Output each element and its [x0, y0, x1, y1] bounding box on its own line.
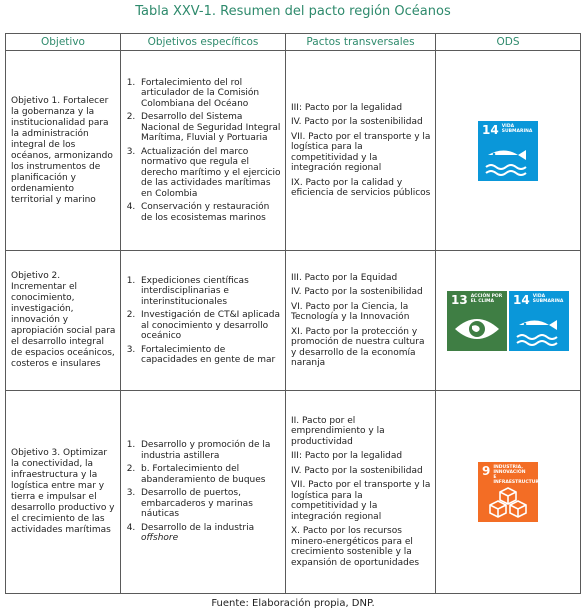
item-text: Conservación y restauración de los ecosistemas marinos: [141, 202, 270, 223]
list-item: [121, 440, 283, 461]
ods-13-tile: [447, 291, 507, 351]
pacto-item: X. Pacto por los recursos minero-energéticos para el crecimiento sostenible y la expansión de oportunidades: [291, 526, 420, 568]
table-row: [6, 251, 581, 391]
table-title: Tabla XXV-1. Resumen del pacto región Océanos: [135, 4, 451, 19]
ods-cell: [436, 391, 581, 594]
item-text: Desarrollo y promoción de la industria astillera: [141, 440, 271, 461]
especificos-list: [121, 78, 283, 224]
eye-globe-icon: [453, 315, 501, 347]
header-ods: ODS: [436, 34, 581, 51]
item-text: [141, 523, 283, 544]
header-objetivo: Objetivo: [6, 34, 121, 51]
pacto-item: III: Pacto por la legalidad: [291, 451, 403, 462]
ods-14-tile: [509, 291, 569, 351]
item-number: 4.: [126, 522, 136, 533]
list-item: [121, 202, 283, 223]
especificos-list: [121, 440, 283, 544]
pacto-item: IV. Pacto por la sostenibilidad: [291, 117, 423, 127]
item-text: Actualización del marco normativo que regula el derecho marítimo y el ejercicio de las actividades marítimas en Colombia: [141, 146, 281, 199]
ods-label: VIDA SUBMARINA: [501, 123, 533, 134]
list-item: [121, 523, 283, 544]
especificos-cell: [121, 251, 286, 391]
list-item: [121, 147, 283, 200]
item-text: b. Fortalecimiento del abanderamiento de buques: [141, 464, 266, 485]
fish-icon: [484, 145, 532, 177]
transversales-cell: [286, 391, 436, 594]
item-number: 1.: [126, 275, 136, 286]
table-row: [6, 391, 581, 594]
ods-label: VIDA SUBMARINA: [532, 293, 564, 304]
pacto-item: VII. Pacto por el transporte y la logística para la competitividad y la integración regional: [291, 480, 431, 522]
item-text: Fortalecimiento del rol articulador de la Comisión Colombiana del Océano: [141, 77, 260, 109]
item-number: 1.: [126, 440, 136, 451]
objetivo-cell: Objetivo 1. Fortalecer la gobernanza y la institucionalidad para la administración integral de los océanos, armonizando los instrumentos de planificación y ordenamiento territorial y marino: [6, 51, 121, 251]
item-number: 3.: [126, 146, 136, 157]
item-number: 2.: [126, 464, 136, 475]
ods-number: 9: [482, 464, 491, 478]
ods-9-tile: [478, 462, 543, 522]
pacto-item: VII. Pacto por el transporte y la logística para la competitividad y la integración regional: [291, 131, 431, 173]
ods-label: ACCIÓN POR EL CLIMA: [470, 293, 503, 304]
item-number: 3.: [126, 488, 136, 499]
especificos-cell: [121, 391, 286, 594]
pacto-item: VI. Pacto por la Ciencia, la Tecnología y la Innovación: [291, 301, 410, 322]
item-text-main: Desarrollo de la industria: [141, 522, 255, 533]
ods-number: 14: [482, 122, 499, 137]
item-number: 3.: [126, 344, 136, 355]
pacto-item: XI. Pacto por la protección y promoción de nuestra cultura y desarrollo de la economía naranja: [291, 326, 425, 368]
pacto-item: II. Pacto por el emprendimiento y la productividad: [291, 415, 385, 447]
header-transversales: Pactos transversales: [286, 34, 436, 51]
ods-14-tile: [478, 121, 538, 181]
item-text: Desarrollo de puertos, embarcaderos y marinas náuticas: [141, 488, 253, 520]
transversales-cell: [286, 251, 436, 391]
objetivo-cell: Objetivo 3. Optimizar la conectividad, la infraestructura y la logística entre mar y tierra e impulsar el desarrollo productivo y el crecimiento de las actividades marítimas: [6, 391, 121, 594]
transversales-cell: [286, 51, 436, 251]
summary-table: [5, 33, 581, 594]
especificos-list: [121, 276, 283, 366]
pacto-item: IV. Pacto por la sostenibilidad: [291, 287, 423, 297]
pacto-item: IV. Pacto por la sostenibilidad: [291, 465, 423, 476]
list-item: [121, 488, 283, 520]
list-item: [121, 78, 283, 110]
item-number: 2.: [126, 310, 136, 320]
list-item: [121, 310, 283, 342]
ods-cell: [436, 251, 581, 391]
objetivo-cell: Objetivo 2. Incrementar el conocimiento, investigación, innovación y apropiación social para el desarrollo integral de espacios oceánicos, costeros e insulares: [6, 251, 121, 391]
list-item: [121, 112, 283, 144]
item-number: 1.: [126, 77, 136, 88]
item-text-italic: offshore: [141, 533, 179, 544]
pacto-item: IX. Pacto por la calidad y eficiencia de servicios públicos: [291, 177, 431, 198]
item-text: Desarrollo del Sistema Nacional de Seguridad Integral Marítima, Fluvial y Portuaria: [141, 112, 281, 144]
list-item: [121, 464, 283, 485]
header-row: [6, 34, 581, 51]
item-text: Investigación de CT&I aplicada al conocimiento y desarrollo oceánico: [141, 310, 281, 341]
item-text: Fortalecimiento de capacidades en gente de mar: [141, 344, 276, 365]
item-number: 4.: [126, 202, 136, 213]
table-row: [6, 51, 581, 251]
ods-cell: [436, 51, 581, 251]
pacto-item: III: Pacto por la legalidad: [291, 102, 403, 113]
header-especificos: Objetivos específicos: [121, 34, 286, 51]
ods-number: 14: [513, 292, 530, 307]
list-item: [121, 276, 283, 308]
especificos-cell: [121, 51, 286, 251]
fish-icon: [515, 315, 563, 347]
cubes-icon: [484, 486, 532, 518]
ods-number: 13: [451, 292, 468, 307]
item-number: 2.: [126, 112, 136, 123]
pacto-item: III. Pacto por la Equidad: [291, 272, 398, 283]
item-text: Expediciones científicas interdisciplinarias e interinstitucionales: [141, 275, 249, 307]
ods-label: INDUSTRIA, INNOVACIÓN E INFRAESTRUCTURA: [493, 465, 543, 485]
source-footnote: Fuente: Elaboración propia, DNP.: [211, 598, 375, 609]
list-item: [121, 345, 283, 366]
